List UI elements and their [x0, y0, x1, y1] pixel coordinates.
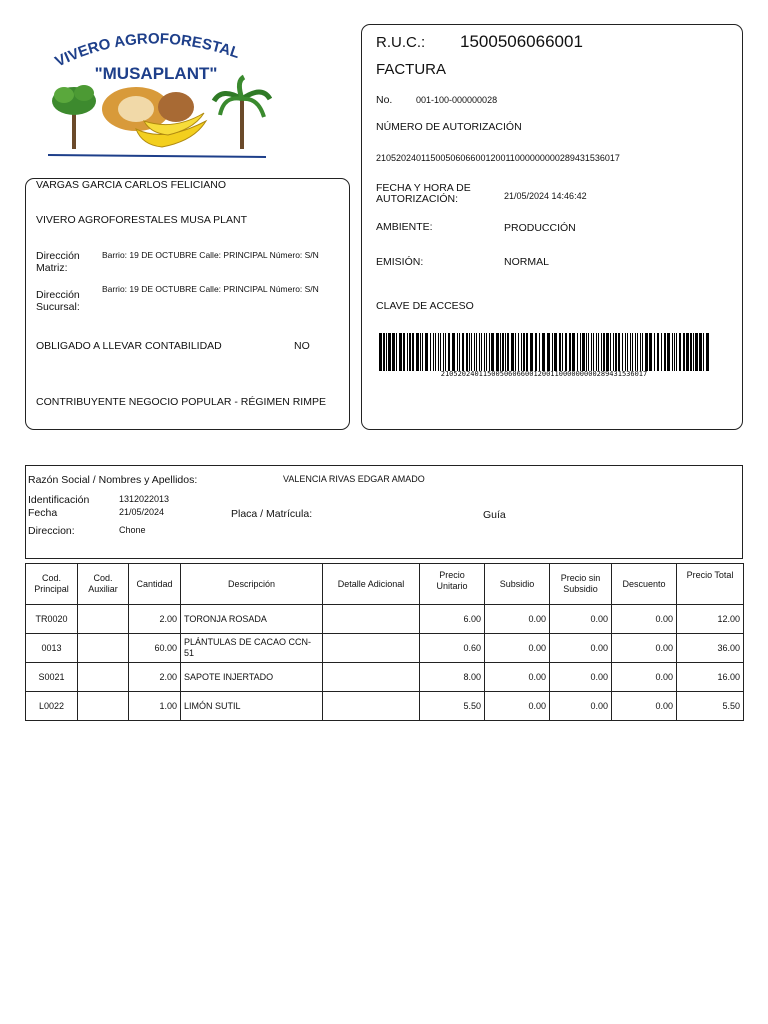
- barcode-bar: [515, 333, 516, 371]
- cell-total: 16.00: [677, 663, 744, 692]
- barcode-bar: [412, 333, 414, 371]
- barcode-bar: [409, 333, 411, 371]
- barcode-bar: [610, 333, 611, 371]
- items-header-row: [26, 564, 744, 605]
- barcode-bar: [588, 333, 589, 371]
- cell-aux-code: [78, 692, 129, 721]
- barcode-bar: [642, 333, 643, 371]
- barcode-bar: [699, 333, 702, 371]
- accounting-value: NO: [294, 340, 310, 352]
- barcode-bar: [606, 333, 609, 371]
- col-header-total: Precio Total: [677, 564, 744, 605]
- cell-subsidy: 0.00: [485, 605, 550, 634]
- cell-subsidy: 0.00: [485, 634, 550, 663]
- barcode-bar: [452, 333, 455, 371]
- barcode-bar: [383, 333, 385, 371]
- barcode-bar: [664, 333, 666, 371]
- col-header-price-no-subsidy: Precio sin Subsidio: [550, 564, 612, 605]
- cell-price-no-subsidy: 0.00: [550, 605, 612, 634]
- barcode-bar: [399, 333, 402, 371]
- barcode-bar: [388, 333, 391, 371]
- barcode-bar: [435, 333, 436, 371]
- cell-aux-code: [78, 634, 129, 663]
- barcode-bar: [416, 333, 419, 371]
- cell-unit-price: 8.00: [420, 663, 485, 692]
- barcode-bar: [672, 333, 673, 371]
- barcode-bar: [505, 333, 506, 371]
- cell-code: L0022: [26, 692, 78, 721]
- buyer-id-label: Identificación: [28, 494, 90, 506]
- guide-label: Guía: [483, 509, 506, 521]
- cell-description: SAPOTE INJERTADO: [181, 663, 323, 692]
- cell-total: 36.00: [677, 634, 744, 663]
- ruc-value: 1500506066001: [460, 32, 583, 51]
- barcode-bar: [507, 333, 509, 371]
- barcode-bar: [649, 333, 652, 371]
- barcode-bar: [420, 333, 421, 371]
- barcode-bar: [615, 333, 617, 371]
- cell-code: 0013: [26, 634, 78, 663]
- barcode-bar: [695, 333, 698, 371]
- table-row: [26, 634, 744, 663]
- barcode-bar: [392, 333, 395, 371]
- buyer-address-label: Direccion:: [28, 525, 75, 537]
- col-header-quantity: Cantidad: [129, 564, 181, 605]
- barcode-bar: [627, 333, 628, 371]
- col-header-discount: Descuento: [612, 564, 677, 605]
- col-header-unit-price: Precio Unitario: [420, 564, 485, 605]
- barcode-bar: [479, 333, 480, 371]
- cell-discount: 0.00: [612, 692, 677, 721]
- barcode-bar: [618, 333, 620, 371]
- barcode-bar: [686, 333, 689, 371]
- barcode-bar: [443, 333, 444, 371]
- barcode-bar: [635, 333, 636, 371]
- cell-code: TR0020: [26, 605, 78, 634]
- tax-regime: CONTRIBUYENTE NEGOCIO POPULAR - RÉGIMEN RIMPE: [36, 396, 326, 408]
- company-logo: [44, 25, 272, 161]
- barcode-bar: [640, 333, 641, 371]
- barcode-bar: [481, 333, 482, 371]
- barcode-bar: [586, 333, 587, 371]
- barcode-bar: [484, 333, 485, 371]
- barcode-bar: [396, 333, 397, 371]
- col-header-description: Descripción: [181, 564, 323, 605]
- barcode-bar: [559, 333, 561, 371]
- barcode-bar: [562, 333, 563, 371]
- cell-discount: 0.00: [612, 634, 677, 663]
- barcode-bar: [547, 333, 550, 371]
- col-header-extra-detail: Detalle Adicional: [323, 564, 420, 605]
- buyer-name-value: VALENCIA RIVAS EDGAR AMADO: [283, 474, 425, 484]
- logo-name: "MUSAPLANT": [94, 64, 218, 83]
- barcode-bar: [466, 333, 468, 371]
- cell-total: 5.50: [677, 692, 744, 721]
- logo-arc-text: VIVERO AGROFORESTAL: [52, 30, 242, 71]
- barcode-bar: [630, 333, 631, 371]
- barcode-bar: [491, 333, 494, 371]
- barcode-bar: [433, 333, 434, 371]
- authorization-date-value: 21/05/2024 14:46:42: [504, 191, 587, 201]
- cell-discount: 0.00: [612, 605, 677, 634]
- barcode-bar: [496, 333, 499, 371]
- cell-subsidy: 0.00: [485, 663, 550, 692]
- barcode-bar: [601, 333, 602, 371]
- buyer-date-label: Fecha: [28, 507, 58, 519]
- barcode-bar: [637, 333, 638, 371]
- barcode-bar: [676, 333, 677, 371]
- barcode-bar: [518, 333, 519, 371]
- barcode-bar: [474, 333, 475, 371]
- cell-price-no-subsidy: 0.00: [550, 663, 612, 692]
- barcode-bar: [500, 333, 501, 371]
- buyer-address-value: Chone: [119, 525, 146, 535]
- invoice-number-label: No.: [376, 94, 393, 106]
- access-key-barcode: [379, 333, 709, 371]
- cell-aux-code: [78, 663, 129, 692]
- document-type: FACTURA: [376, 61, 447, 78]
- cell-unit-price: 5.50: [420, 692, 485, 721]
- col-header-subsidy: Subsidio: [485, 564, 550, 605]
- barcode-bar: [521, 333, 522, 371]
- cell-quantity: 1.00: [129, 692, 181, 721]
- branch-address-label: Dirección Sucursal:: [36, 289, 80, 313]
- barcode-bar: [603, 333, 605, 371]
- barcode-bar: [535, 333, 537, 371]
- buyer-name-label: Razón Social / Nombres y Apellidos:: [28, 474, 198, 486]
- cell-unit-price: 6.00: [420, 605, 485, 634]
- barcode-bar: [502, 333, 504, 371]
- barcode-bar: [552, 333, 553, 371]
- barcode-bar: [622, 333, 623, 371]
- barcode-bar: [569, 333, 571, 371]
- access-key-label: CLAVE DE ACCESO: [376, 300, 474, 312]
- barcode-bar: [448, 333, 450, 371]
- barcode-bar: [469, 333, 470, 371]
- buyer-date-value: 21/05/2024: [119, 507, 165, 517]
- matrix-address-label: Dirección Matriz:: [36, 250, 80, 274]
- cell-unit-price: 0.60: [420, 634, 485, 663]
- invoice-number-value: 001-100-000000028: [416, 95, 498, 105]
- barcode-bar: [530, 333, 533, 371]
- barcode-bar: [598, 333, 599, 371]
- barcode-bar: [471, 333, 472, 371]
- barcode-bar: [425, 333, 428, 371]
- plate-label: Placa / Matrícula:: [231, 508, 313, 520]
- barcode-bar: [645, 333, 648, 371]
- barcode-bar: [489, 333, 490, 371]
- barcode-bar: [690, 333, 692, 371]
- barcode-bar: [661, 333, 662, 371]
- barcode-bar: [683, 333, 685, 371]
- cell-total: 12.00: [677, 605, 744, 634]
- barcode-bar: [379, 333, 382, 371]
- cell-description: LIMÓN SUTIL: [181, 692, 323, 721]
- cell-price-no-subsidy: 0.00: [550, 634, 612, 663]
- barcode-bar: [457, 333, 458, 371]
- ruc-label: R.U.C.:: [376, 34, 426, 51]
- cell-quantity: 60.00: [129, 634, 181, 663]
- barcode-bar: [403, 333, 405, 371]
- barcode-bar: [476, 333, 477, 371]
- matrix-address-value: Barrio: 19 DE OCTUBRE Calle: PRINCIPAL Número: S/N: [102, 250, 319, 260]
- barcode-bar: [582, 333, 585, 371]
- barcode-bar: [596, 333, 597, 371]
- barcode-bar: [486, 333, 487, 371]
- accounting-label: OBLIGADO A LLEVAR CONTABILIDAD: [36, 340, 222, 352]
- cell-description: PLÁNTULAS DE CACAO CCN-51: [181, 634, 323, 663]
- barcode-bar: [523, 333, 525, 371]
- cell-quantity: 2.00: [129, 605, 181, 634]
- barcode-bar: [386, 333, 387, 371]
- items-table: [25, 563, 744, 721]
- barcode-bar: [462, 333, 464, 371]
- cell-code: S0021: [26, 663, 78, 692]
- barcode-bar: [632, 333, 633, 371]
- cell-quantity: 2.00: [129, 663, 181, 692]
- authorization-value: 2105202401150050606600120011000000000289431536017: [376, 153, 620, 163]
- barcode-bar: [625, 333, 626, 371]
- barcode-bar: [667, 333, 670, 371]
- barcode-text: 2105202401150050606600120011000000000289431536017: [440, 370, 648, 378]
- barcode-bar: [539, 333, 540, 371]
- barcode-bar: [593, 333, 594, 371]
- authorization-date-label: FECHA Y HORA DE AUTORIZACIÓN:: [376, 182, 471, 205]
- barcode-bar: [703, 333, 704, 371]
- cell-extra-detail: [323, 663, 420, 692]
- barcode-bar: [511, 333, 514, 371]
- barcode-bar: [674, 333, 675, 371]
- environment-label: AMBIENTE:: [376, 221, 433, 233]
- buyer-id-value: 1312022013: [119, 494, 170, 504]
- col-header-aux-code: Cod. Auxiliar: [78, 564, 129, 605]
- barcode-bar: [657, 333, 659, 371]
- barcode-bar: [422, 333, 423, 371]
- table-row: [26, 605, 744, 634]
- issuer-trade-name: VIVERO AGROFORESTALES MUSA PLANT: [36, 214, 248, 226]
- cell-discount: 0.00: [612, 663, 677, 692]
- emission-value: NORMAL: [504, 256, 549, 268]
- barcode-bar: [554, 333, 557, 371]
- table-row: [26, 663, 744, 692]
- cell-extra-detail: [323, 605, 420, 634]
- emission-label: EMISIÓN:: [376, 256, 424, 268]
- barcode-bar: [572, 333, 575, 371]
- issuer-name: VARGAS GARCIA CARLOS FELICIANO: [36, 179, 227, 191]
- cell-extra-detail: [323, 692, 420, 721]
- barcode-bar: [706, 333, 709, 371]
- barcode-bar: [542, 333, 545, 371]
- authorization-label: NÚMERO DE AUTORIZACIÓN: [376, 121, 522, 133]
- cell-price-no-subsidy: 0.00: [550, 692, 612, 721]
- cell-subsidy: 0.00: [485, 692, 550, 721]
- environment-value: PRODUCCIÓN: [504, 222, 576, 234]
- barcode-bar: [445, 333, 446, 371]
- barcode-bar: [459, 333, 460, 371]
- barcode-bar: [438, 333, 439, 371]
- barcode-bar: [577, 333, 578, 371]
- cell-description: TORONJA ROSADA: [181, 605, 323, 634]
- barcode-bar: [679, 333, 681, 371]
- barcode-bar: [430, 333, 431, 371]
- branch-address-value: Barrio: 19 DE OCTUBRE Calle: PRINCIPAL Número: S/N: [102, 284, 319, 294]
- barcode-bar: [591, 333, 592, 371]
- cell-extra-detail: [323, 634, 420, 663]
- barcode-bar: [407, 333, 408, 371]
- barcode-bar: [565, 333, 567, 371]
- barcode-bar: [654, 333, 655, 371]
- barcode-bar: [613, 333, 614, 371]
- col-header-code: Cod. Principal: [26, 564, 78, 605]
- table-row: [26, 692, 744, 721]
- barcode-bar: [580, 333, 581, 371]
- barcode-bar: [526, 333, 528, 371]
- cell-aux-code: [78, 605, 129, 634]
- barcode-bar: [693, 333, 694, 371]
- barcode-bar: [440, 333, 441, 371]
